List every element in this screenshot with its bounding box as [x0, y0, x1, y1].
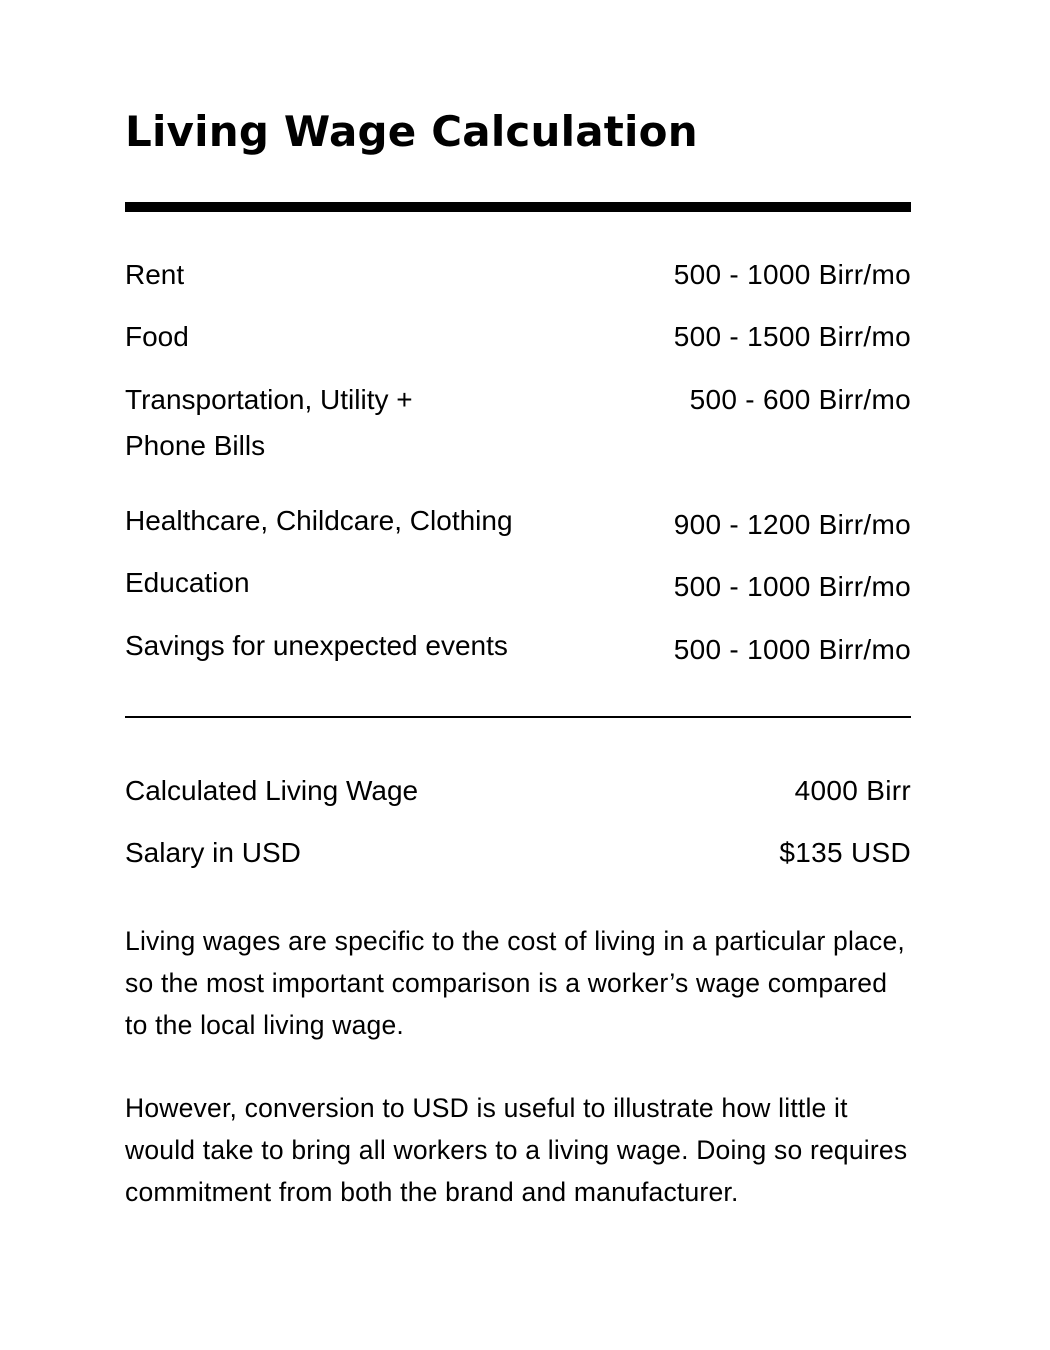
page-title: Living Wage Calculation	[125, 107, 698, 156]
expense-label: Rent	[125, 259, 185, 290]
expense-row-transportation	[125, 377, 911, 461]
total-label: Calculated Living Wage	[125, 775, 419, 806]
expense-value: 900 - 1200 Birr/mo	[673, 509, 911, 540]
expense-label: Education	[125, 567, 250, 598]
expense-value: 500 - 1000 Birr/mo	[673, 634, 911, 665]
expense-label: Food	[125, 321, 189, 352]
expense-row-education	[125, 560, 911, 600]
living-wage-document	[125, 0, 911, 1350]
total-label: Salary in USD	[125, 837, 301, 868]
expense-value: 500 - 1000 Birr/mo	[673, 571, 911, 602]
explanation-paragraph: Living wages are specific to the cost of living in a particular place, so the most important comparison is a worker’s wage compared to the local living wage.	[125, 926, 905, 1040]
expense-row-rent	[125, 252, 911, 292]
expense-label: Healthcare, Childcare, Clothing	[125, 505, 513, 536]
expense-label: Savings for unexpected events	[125, 630, 508, 661]
expense-row-healthcare	[125, 498, 911, 538]
expense-row-food	[125, 314, 911, 354]
expense-row-savings	[125, 623, 911, 663]
expense-label: Transportation, Utility + Phone Bills	[125, 384, 413, 461]
total-row-salary-usd	[125, 830, 911, 870]
expense-value: 500 - 600 Birr/mo	[689, 384, 911, 415]
title-divider	[125, 202, 911, 212]
expense-value: 500 - 1500 Birr/mo	[673, 321, 911, 352]
total-value: $135 USD	[779, 837, 911, 868]
totals-divider	[125, 716, 911, 718]
usd-conversion-paragraph: However, conversion to USD is useful to illustrate how little it would take to bring all workers to a living wage. Doing so requires commitment from both the brand and manufacturer.	[125, 1093, 908, 1207]
total-row-living-wage	[125, 768, 911, 808]
expense-value: 500 - 1000 Birr/mo	[673, 259, 911, 290]
total-value: 4000 Birr	[794, 775, 911, 806]
